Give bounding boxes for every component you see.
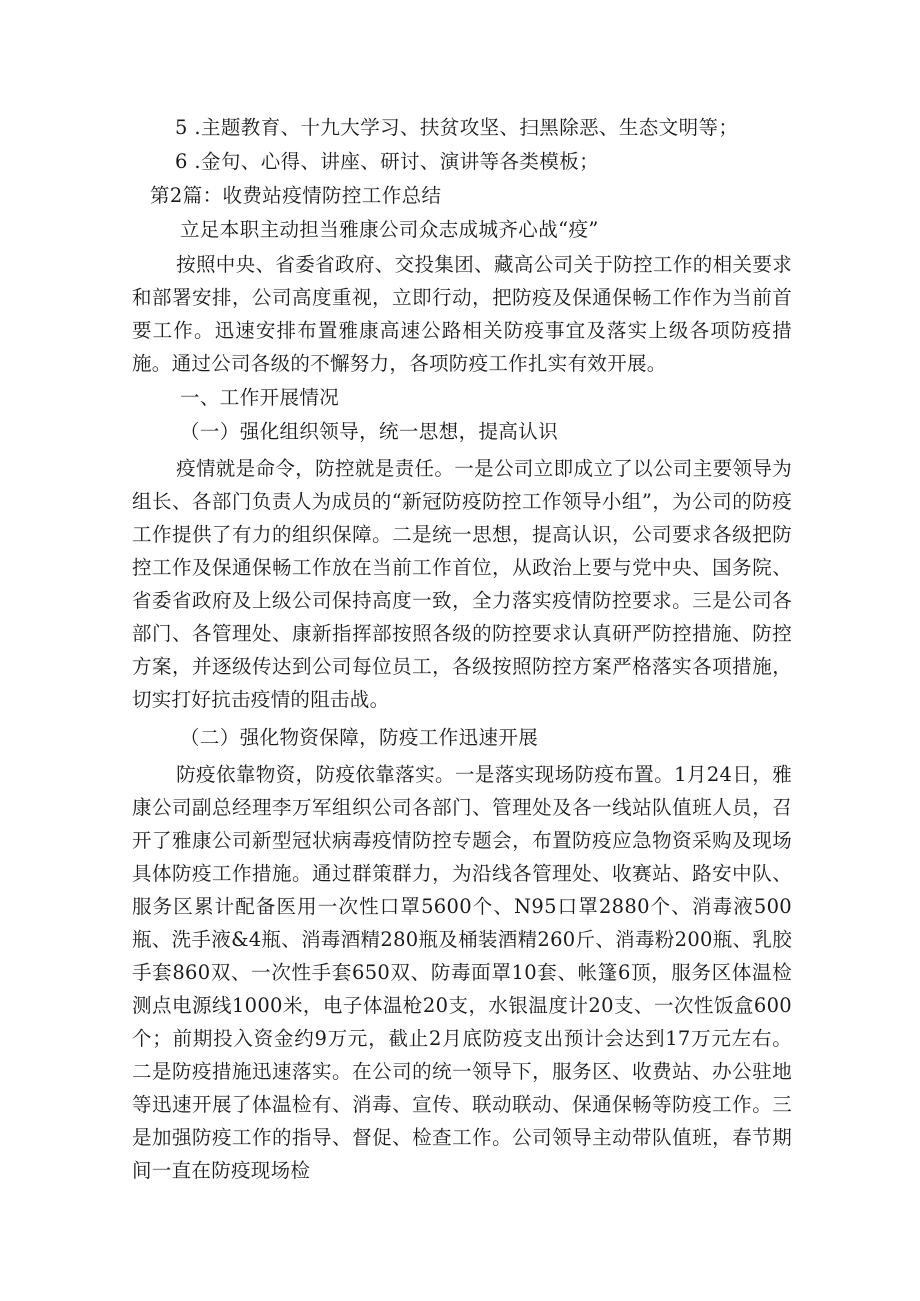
paragraph-organization-leadership: 疫情就是命令，防控就是责任。一是公司立即成立了以公司主要领导为组长、各部门负责人为成员的“新冠防疫防控工作领导小组”，为公司的防疫工作提供了有力的组织保障。二是统一思想，提高认识，公司要求各级把防控工作及保通保畅工作放在当前工作首位，从政治上要与党中央、国务院、省委省政府及上级公司保持高度一致，全力落实疫情防控要求。三是公司各部门、各管理处、康新指挥部按照各级的防控要求认真研严防控措施、防控方案，并逐级传达到公司每位员工，各级按照防控方案严格落实各项措施，切实打好抗击疫情的阻击战。 bbox=[132, 457, 792, 711]
list-item-6: 6 .金句、心得、讲座、研讨、演讲等各类模板； bbox=[175, 150, 600, 173]
heading-material-support: （二）强化物资保障，防疫工作迅速开展 bbox=[180, 726, 539, 749]
document-subtitle: 立足本职主动担当雅康公司众志成城齐心战“疫” bbox=[180, 218, 599, 241]
section-title: 第2篇：收费站疫情防控工作总结 bbox=[150, 184, 442, 207]
heading-organization-leadership: （一）强化组织领导，统一思想，提高认识 bbox=[180, 420, 559, 443]
intro-paragraph: 按照中央、省委省政府、交投集团、藏高公司关于防控工作的相关要求和部署安排，公司高度重视，立即行动，把防疫及保通保畅工作作为当前首要工作。迅速安排布置雅康高速公路相关防疫事宜及落实上级各项防疫措施。通过公司各级的不懈努力，各项防疫工作扎实有效开展。 bbox=[132, 253, 792, 375]
list-item-5: 5 .主题教育、十九大学习、扶贫攻坚、扫黑除恶、生态文明等； bbox=[175, 116, 739, 139]
heading-work-status: 一、工作开展情况 bbox=[180, 386, 340, 409]
paragraph-material-support: 防疫依靠物资，防疫依靠落实。一是落实现场防疫布置。1月24日，雅康公司副总经理李万军组织公司各部门、管理处及各一线站队值班人员，召开了雅康公司新型冠状病毒疫情防控专题会，布置防疫应急物资采购及现场具体防疫工作措施。通过群策群力，为沿线各管理处、收赛站、路安中队、服务区累计配备医用一次性口罩5600个、N95口罩2880个、消毒液500瓶、洗手液&4瓶、消毒酒精280瓶及桶装酒精260斤、消毒粉200瓶、乳胶手套860双、一次性手套650双、防毒面罩10套、帐篷6顶，服务区体温检测点电源线1000米，电子体温枪20支，水银温度计20支、一次性饭盒600个；前期投入资金约9万元，截止2月底防疫支出预计会达到17万元左右。二是防疫措施迅速落实。在公司的统一领导下，服务区、收费站、办公驻地等迅速开展了体温检有、消毒、宣传、联动联动、保通保畅等防疫工作。三是加强防疫工作的指导、督促、检查工作。公司领导主动带队值班，春节期间一直在防疫现场检 bbox=[132, 763, 792, 1182]
